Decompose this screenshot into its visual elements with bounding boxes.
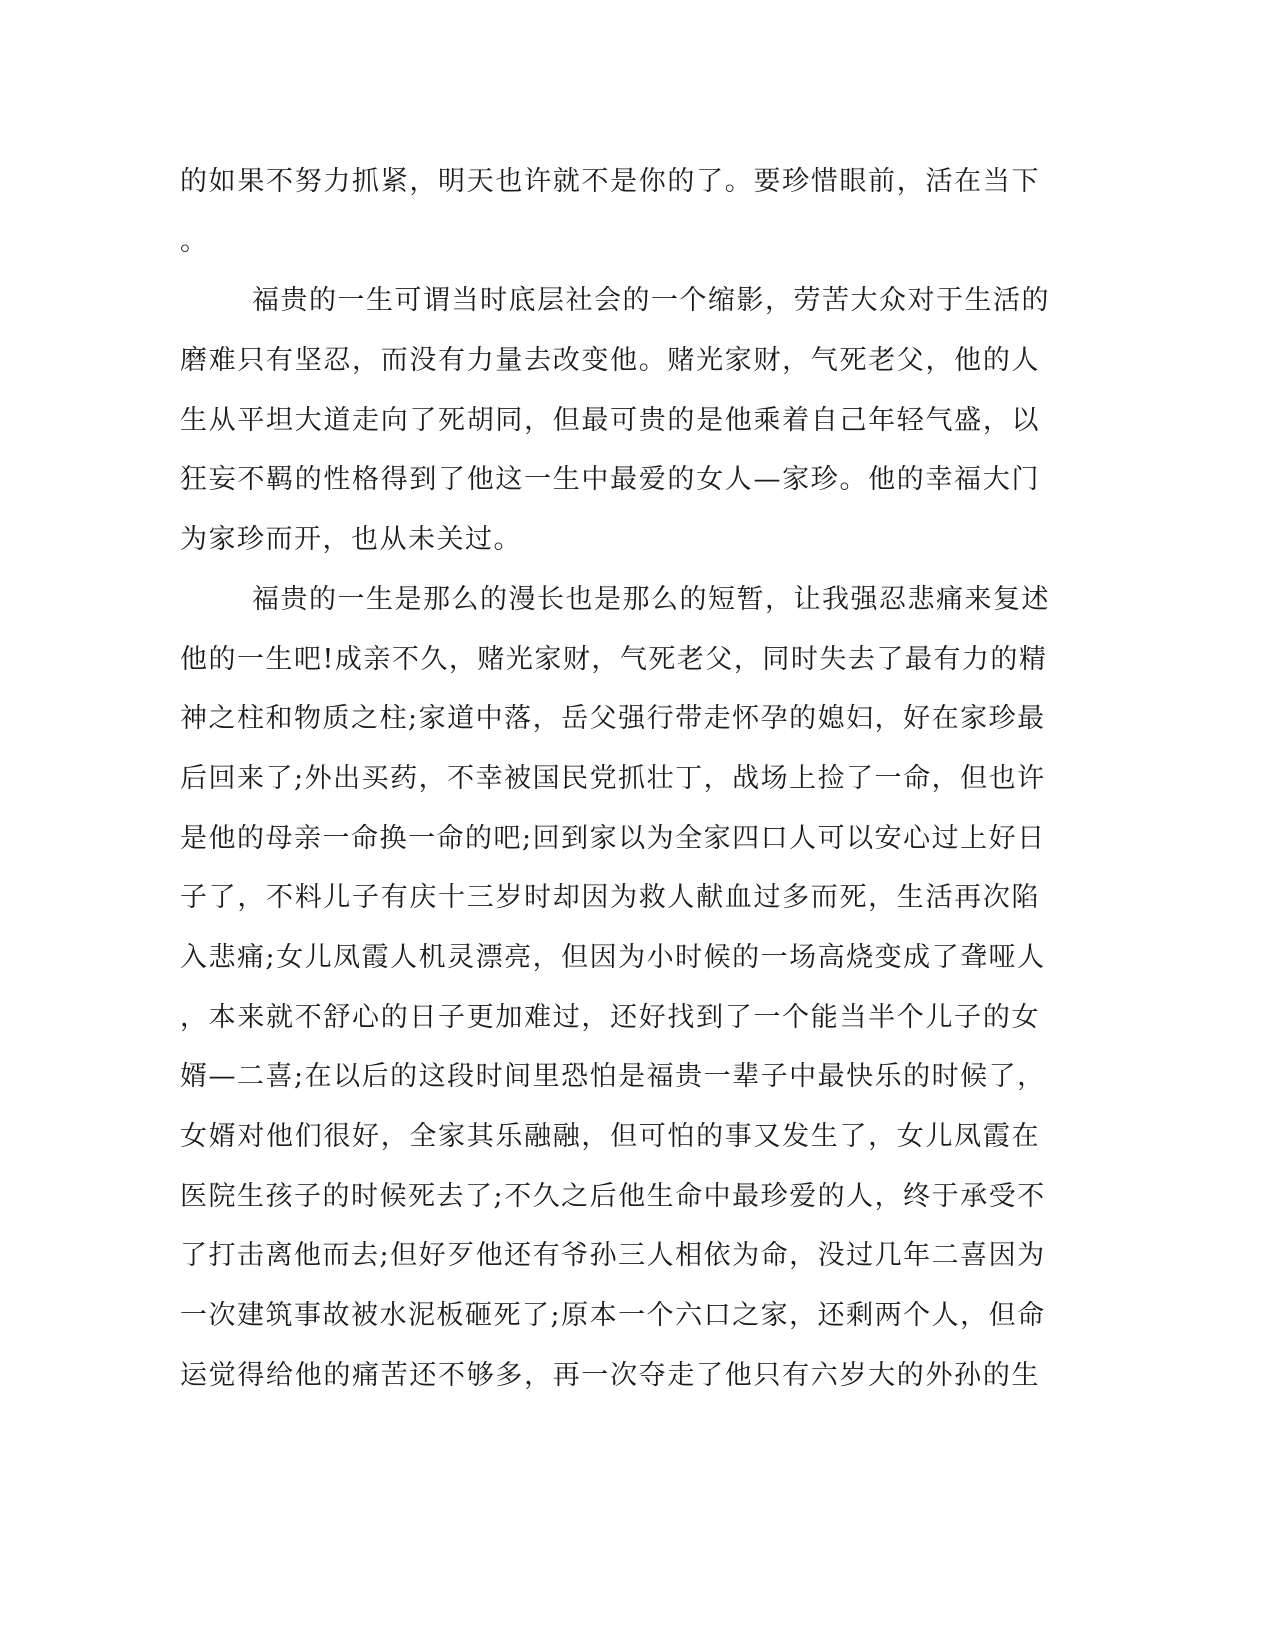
text-line: 一次建筑事故被水泥板砸死了;原本一个六口之家，还剩两个人，但命	[180, 1300, 1046, 1332]
text-line: 狂妄不羁的性格得到了他这一生中最爱的女人—家珍。他的幸福大门	[180, 464, 1040, 496]
paragraph-first-line: 福贵的一生是那么的漫长也是那么的短暂，让我强忍悲痛来复述	[252, 583, 1050, 615]
text-line: 运觉得给他的痛苦还不够多，再一次夺走了他只有六岁大的外孙的生	[180, 1359, 1040, 1391]
text-line: 他的一生吧!成亲不久，赌光家财，气死老父，同时失去了最有力的精	[180, 643, 1048, 675]
text-line: ，本来就不舒心的日子更加难过，还好找到了一个能当半个儿子的女	[180, 1001, 1040, 1033]
text-line: 医院生孩子的时候死去了;不久之后他生命中最珍爱的人，终于承受不	[180, 1180, 1046, 1212]
text-line: 后回来了;外出买药，不幸被国民党抓壮丁，战场上捡了一命，但也许	[180, 762, 1046, 794]
text-line: 婿—二喜;在以后的这段时间里恐怕是福贵一辈子中最快乐的时候了，	[180, 1061, 1046, 1093]
paragraph-first-line: 福贵的一生可谓当时底层社会的一个缩影，劳苦大众对于生活的	[252, 285, 1050, 317]
text-line: 是他的母亲一命换一命的吧;回到家以为全家四口人可以安心过上好日	[180, 822, 1046, 854]
text-line: 的如果不努力抓紧，明天也许就不是你的了。要珍惜眼前，活在当下	[180, 166, 1040, 197]
text-line: 磨难只有坚忍，而没有力量去改变他。赌光家财，气死老父，他的人	[180, 345, 1040, 377]
body-text	[180, 152, 1050, 1405]
text-line: 了打击离他而去;但好歹他还有爷孙三人相依为命，没过几年二喜因为	[180, 1240, 1046, 1272]
text-line: 子了，不料儿子有庆十三岁时却因为救人献血过多而死，生活再次陷	[180, 882, 1040, 914]
text-line: 为家珍而开，也从未关过。	[180, 524, 522, 556]
text-line: 。	[180, 225, 209, 257]
text-line: 女婿对他们很好，全家其乐融融，但可怕的事又发生了，女儿凤霞在	[180, 1121, 1040, 1152]
text-line: 入悲痛;女儿凤霞人机灵漂亮，但因为小时候的一场高烧变成了聋哑人	[180, 941, 1046, 973]
text-line: 神之柱和物质之柱;家道中落，岳父强行带走怀孕的媳妇，好在家珍最	[180, 703, 1046, 735]
text-line: 生从平坦大道走向了死胡同，但最可贵的是他乘着自己年轻气盛，以	[180, 404, 1040, 436]
